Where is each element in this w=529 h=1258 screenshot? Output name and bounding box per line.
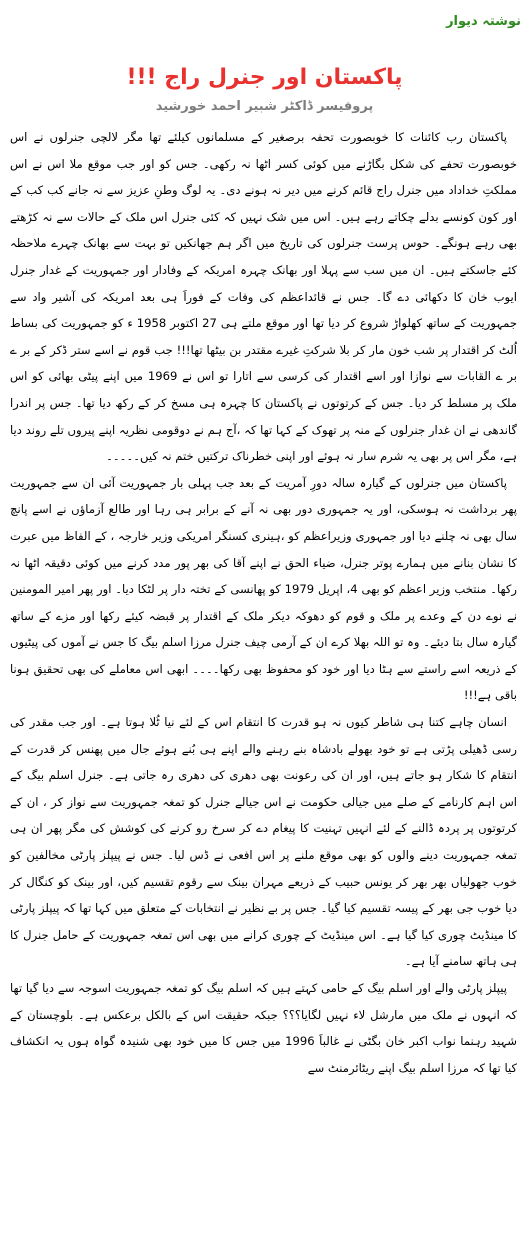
article-paragraph-4: پیپلز پارٹی والے اور اسلم بیگ کے حامی کہتے ہیں کہ اسلم بیگ کو تمغہ جمہوریت اسوجہ سے دیا گیا تھا کہ انہوں نے ملک میں مارشل لاء نہیں لگایا؟؟؟ جبکہ حقیقت اس کے بالکل برعکس ہے۔ بلوچستان کے شہید رہنما نواب اکبر خان بگٹی نے غالباََ 1996 میں جس کا میں خود بھی شنیدہ گواہ ہوں یہ انکشاف کیا تھا کہ مرزا اسلم بیگ اپنے ریٹائرمنٹ سے xyxy=(10,981,517,1075)
article-body xyxy=(10,124,517,1081)
article-headline: پاکستان اور جنرل راج !!! xyxy=(126,65,403,90)
author-byline: پروفیسر ڈاکٹر شبیر احمد خورشید xyxy=(155,99,374,114)
article-paragraph-2: پاکستان میں جنرلوں کے گیارہ سالہ دورِ آمریت کے بعد جب پہلی بار جمہوریت آئی ان سے جمہوریت پھر برداشت نہ ہوسکی، اور یہ جمہوری دور بھی نہ آنے کے برابر ہی رہا اور طالع آزماؤں نے اسے پانچ سال بھی نہ چلنے دیا اور جمہوری وزیراعظم کو ،ہینری کسنگر امریکی وزیر خارجہ ، کے الفاظ میں عبرت کا نشان بنانے میں ہمارے پوتر جنرل، ضیاء الحق نے اپنے آقا کی بھر پور مدد کرنے میں کوئی دقیقہ اٹھا نہ رکھا۔ منتخب وزیر اعظم کو بھی 4، اپریل 1979 کو پھانسی کے تختہ دار پر لٹکا دیا۔ اور پھر امیر المومنین نے نوے دن کے وعدے پر ملک و قوم کو دھوکہ دیکر ملک کے اقتدار پر قبضہ کیئے رکھا اور مزے کے ساتھ گیارہ سال بتا دیئے۔ وہ تو اللہ بھلا کرے ان کے آرمی چیف جنرل مرزا اسلم بیگ کا جس نے آموں کی پیٹیوں کے ذریعہ اسے راستے سے ہٹا دیا اور خود کو محفوظ بھی رکھا۔۔۔۔ ابھی اس معاملے کی بھی تحقیق ہونا باقی ہے!!! xyxy=(10,475,517,703)
column-name-label: نوشتہ دیوار xyxy=(446,14,521,29)
article-paragraph-1: پاکستان رب کائنات کا خوبصورت تحفہ برصغیر کے مسلمانوں کیلئے تھا مگر لالچی جنرلوں نے اس خوبصورت تحفے کی شکل بگاڑنے میں کوئی کسر اٹھا نہ رکھی۔ جس کو اور جب موقع ملا اس نے اس مملکتِ خداداد میں جنرل راج قائم کرنے میں دیر نہ ہونے دی۔ یہ لوگ وطنِ عزیز سے نہ جانے کب کب کے اور کون کونسے بدلے چکاتے رہے ہیں۔ اس میں شک نہیں کہ کئی جنرل اس ملک کے حالات سے نہ کڑھتے بھی رہے ہونگے۔ حوس پرست جنرلوں کی تاریخ میں اگر ہم جھانکیں تو بہت سے بھانک چہرے ملاحظہ کئے جاسکتے ہیں۔ ان میں سب سے پہلا اور بھانک چہرہ امریکہ کے وفادار اور جمہوریت کے غدار جنرل ایوب خان کا دکھائی دے گا۔ جس نے قائداعظم کی وفات کے فوراََ ہی بعد امریکہ کی آشیر واد سے جمہوریت کے ساتھ کھلواڑ شروع کر دیا تھا اور موقع ملتے ہی 27 اکتوبر 1958 ء کو جمہوریت کی بساط اُلٹ کر اقتدار پر شب خون مار کر بلا شرکتِ غیرے مقتدر بن بیٹھا تھا!!! جب قوم نے اسے ستر ڈکر کے بر ے بر ے القابات سے نوازا اور اسے اقتدار کی کرسی سے اتارا تو اس نے 1969 میں اپنے پیٹی بھائی کو اس ملک پر مسلط کر دیا۔ جس کے کرتوتوں نے پاکستان کا چہرہ ہی مسخ کر کے رکھ دیا تھا۔ جس پر اندرا گاندھی نے ان غدار جنرلوں کے منہ پر تھوک کے کہا تھا کہ ،آج ہم نے دوقومی نظریہ اپنے پیروں تلے روند دیا ہے، مگر اس پر بھی یہ شرم سار نہ ہوئے اور اپنی خطرناک ترکتیں ختم نہ کیں۔۔۔۔۔ xyxy=(10,130,518,464)
article-paragraph-3: انسان چاہے کتنا ہی شاطر کیوں نہ ہو قدرت کا انتقام اس کے لئے نیا ٹُلا ہوتا ہے۔ اور جب مقدر کی رسی ڈھیلی پڑتی ہے تو خود بھولے بادشاہ بنے رہنے والے اپنے ہی بُنے ہوئے جال میں پھنس کر قدرت کے انتقام کا شکار ہو جاتے ہیں، اور ان کی رعونت بھی دھری کی دھری رہ جاتی ہے۔ جنرل اسلم بیگ کے اس اہم کارنامے کے صلے میں جیالی حکومت نے اس جیالے جنرل کو تمغہ جمہوریت سے نواز کر ، ان کے کرتوتوں پر پردہ ڈالنے کے لئے انہیں تہنیت کا پیغام دے کر سرخ رو کرنے کی کوشش کی مگر پھر ان ہی تمغہ جمہوریت دینے والوں کو بھی موقع ملنے پر اس افعی نے ڈس لیا۔ جس نے پیپلز پارٹی مخالفین کو خوب جھولیاں بھر بھر کر یونس حبیب کے ذریعے مہران بینک سے رقوم تقسیم کیں، اور بینک کو کنگال کر دیا خوب جی بھر کے پیسہ تقسیم کیا گیا۔ جس پر بے نظیر نے انتخابات کے متعلق میں کہا تھا کہ پیپلز پارٹی کا مینڈیٹ چوری کیا گیا ہے۔ اس مینڈیٹ کے چوری کرانے میں بھی اس تمغہ جمہوریت کے حامل جنرل کا ہی ہاتھ سامنے آیا ہے۔ xyxy=(10,715,517,969)
